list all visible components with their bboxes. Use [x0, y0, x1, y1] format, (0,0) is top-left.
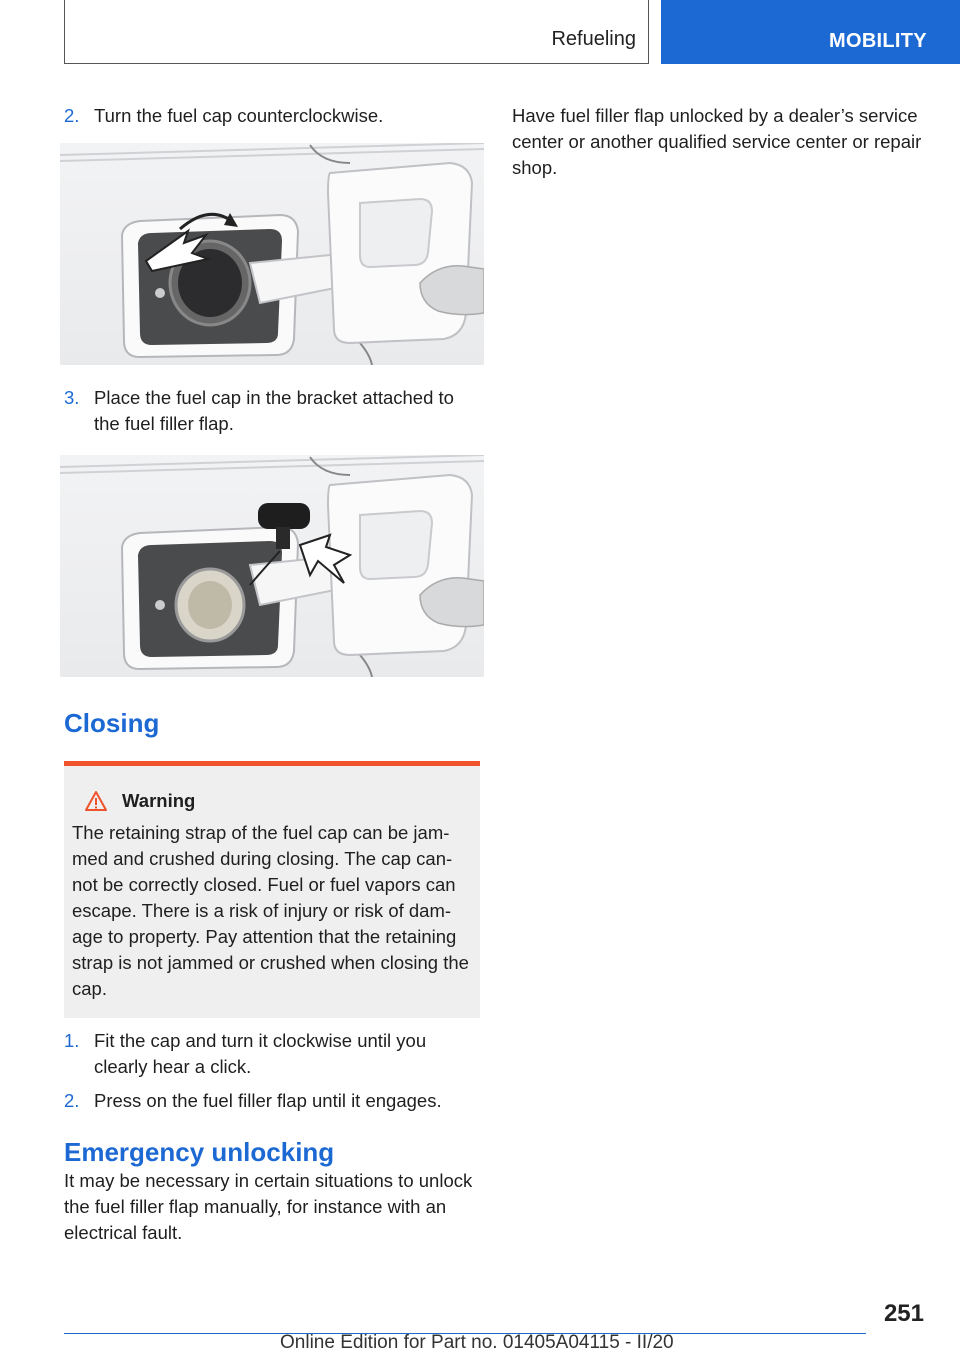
closing-heading: Closing [64, 708, 160, 738]
warning-text: The retaining strap of the fuel cap can be jammed and crushed during closing. The cap cannot be correctly closed. Fuel or fuel vapors can escape. There is a risk of injury or risk of damage to property. Pay attention that the retaining strap is not jammed or crushed when closing the cap. [72, 822, 469, 999]
step-3 [64, 385, 480, 437]
step-text: Press on the fuel filler flap until it engages. [94, 1090, 442, 1111]
step-text: Place the fuel cap in the bracket attached to the fuel filler flap. [94, 387, 454, 434]
right-column [512, 103, 932, 181]
fuel-cap-bracket-image [60, 455, 484, 677]
closing-step-1 [64, 1028, 480, 1080]
warning-icon [84, 790, 108, 812]
dealer-unlock-text: Have fuel filler flap unlocked by a dealer’s service center or another qualified service center or repair shop. [512, 105, 922, 178]
step-text: Fit the cap and turn it clockwise until you clearly hear a click. [94, 1030, 427, 1077]
header-frame [64, 0, 649, 64]
edition-note: Online Edition for Part no. 01405A04115 - II/20 [280, 1332, 674, 1353]
emergency-text: It may be necessary in certain situations to unlock the fuel filler flap manually, for instance with an electrical fault. [64, 1170, 473, 1243]
step-text: Turn the fuel cap counterclockwise. [94, 105, 384, 126]
warning-header [84, 790, 470, 812]
step-number: 2. [64, 105, 80, 126]
warning-box [64, 761, 480, 1018]
step-number: 2. [64, 1090, 80, 1111]
left-column [64, 103, 480, 1246]
warning-title: Warning [122, 790, 196, 811]
section-title: Refueling [551, 28, 636, 50]
step-number: 1. [64, 1030, 80, 1051]
chapter-tab[interactable]: MOBILITY [661, 0, 960, 64]
step-number: 3. [64, 387, 80, 408]
emergency-heading: Emergency unlocking [64, 1137, 335, 1167]
step-2 [64, 103, 480, 129]
page-number: 251 [883, 1300, 924, 1327]
fuel-cap-turn-image [60, 143, 484, 365]
closing-step-2 [64, 1088, 480, 1114]
